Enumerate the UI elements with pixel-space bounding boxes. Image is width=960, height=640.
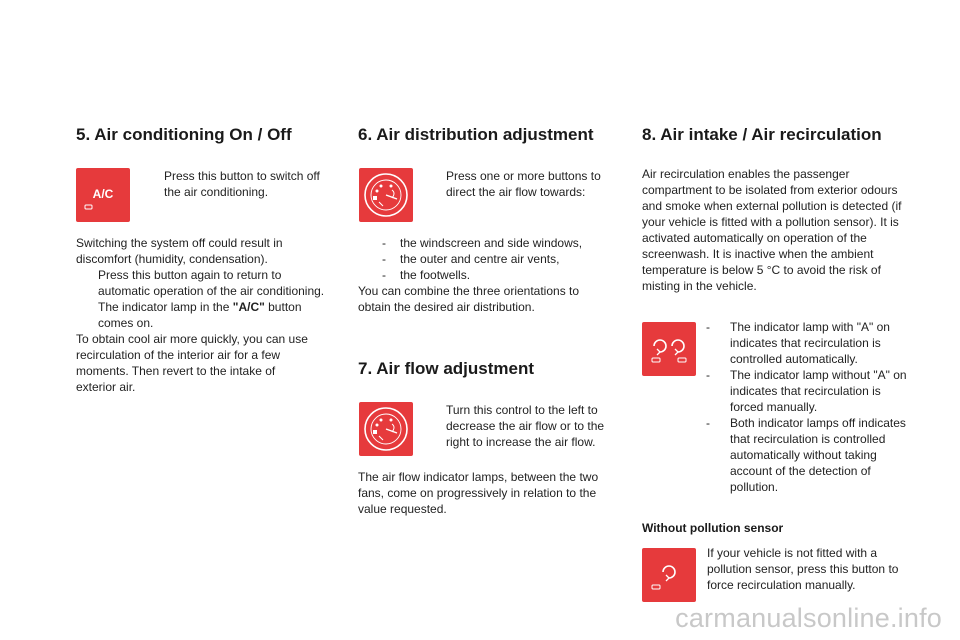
list-item: - The indicator lamp with "A" on indicates that recirculation is controlled automatically.	[706, 320, 890, 366]
air-distribution-control-illustration	[359, 168, 413, 222]
section-5-para2: To obtain cool air more quickly, you can use recirculation of the interior air for a few moments. Then revert to the intake of exterior air.	[76, 332, 308, 394]
section-5-para1: Switching the system off could result in discomfort (humidity, condensation).	[76, 236, 283, 266]
recirculation-icon	[642, 322, 696, 376]
watermark: carmanualsonline.info	[675, 603, 942, 633]
section-8-title: 8. Air intake / Air recirculation	[642, 125, 882, 144]
rotary-dial-icon	[359, 402, 413, 456]
ac-button-illustration	[76, 168, 130, 222]
section-6-para: You can combine the three orientations to obtain the desired air distribution.	[358, 284, 580, 314]
section-6-press-one: Press one or more buttons to direct the air flow towards:	[446, 169, 601, 199]
section-7-para: The air flow indicator lamps, between the two fans, come on progressively in relation to the value requested.	[358, 470, 599, 516]
ac-button-icon	[76, 168, 130, 222]
list-item: - the footwells.	[382, 268, 471, 282]
section-8-intro: Air recirculation enables the passenger compartment to be isolated from exterior odours and smoke when external pollution is detected (if your vehicle is fitted with a pollution sensor). It is activated automatically on operation of the screenwash. It is inactive when the ambient temperature is below 5 °C to avoid the risk of misting in the vehicle.	[642, 167, 902, 293]
section-6-list	[382, 235, 614, 283]
section-7-title: 7. Air flow adjustment	[358, 359, 535, 378]
air-flow-control-illustration	[359, 402, 413, 456]
section-7-turn: Turn this control to the left to decrease the air flow or to the right to increase the air flow.	[446, 403, 605, 449]
section-5-title: 5. Air conditioning On / Off	[76, 125, 292, 144]
recirculation-button-illustration	[642, 322, 696, 376]
section-6-title: 6. Air distribution adjustment	[358, 125, 594, 144]
section-5-press-off: Press this button to switch off the air conditioning.	[164, 169, 320, 199]
list-item: - Both indicator lamps off indicates that recirculation is controlled automatically without taking account of the detection of pollution.	[706, 416, 906, 494]
without-sensor-subhead: Without pollution sensor	[642, 521, 784, 535]
ac-button-label: A/C	[92, 187, 114, 201]
list-item: - The indicator lamp without "A" on indicates that recirculation is forced manually.	[706, 368, 907, 414]
section-5-body	[76, 235, 332, 395]
section-8-list	[706, 319, 912, 495]
list-item: - the outer and centre air vents,	[382, 252, 560, 266]
section-5-press-again: Press this button again to return to automatic operation of the air conditioning. The indicator lamp in the "A/C" button comes on.	[98, 268, 325, 330]
list-item: - the windscreen and side windows,	[382, 236, 583, 250]
rotary-dial-icon	[359, 168, 413, 222]
recirculation-icon	[642, 548, 696, 602]
section-8-no-sensor: If your vehicle is not fitted with a pollution sensor, press this button to force recirculation manually.	[707, 546, 899, 592]
manual-recirculation-button-illustration	[642, 548, 696, 602]
